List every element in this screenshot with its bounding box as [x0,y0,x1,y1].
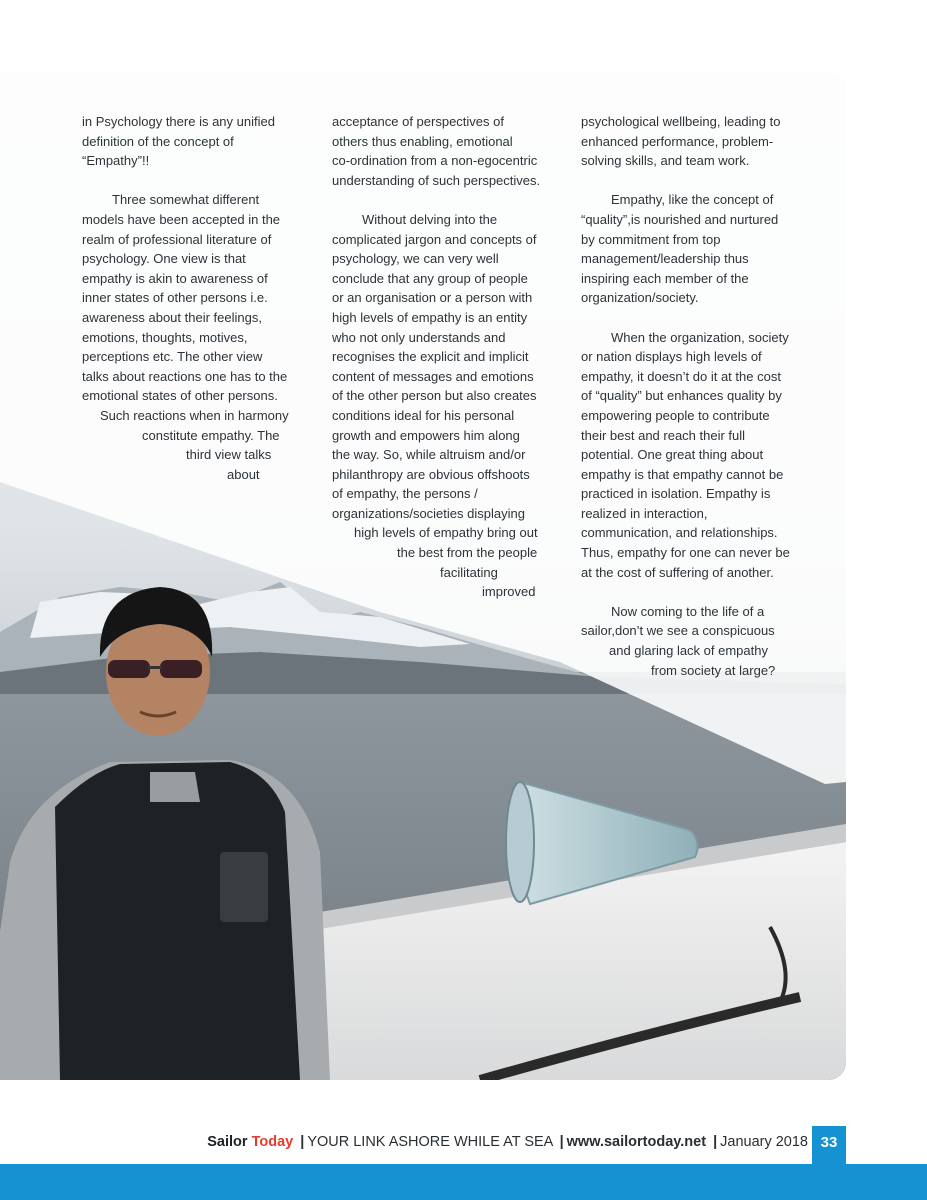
article-line: inspiring each member of the [581,270,749,286]
article-line: sailor,don’t we see a conspicuous [581,623,775,639]
article-paragraph [581,602,813,680]
article-line: third view talks [186,447,272,463]
article-line: content of messages and emotions [332,368,534,384]
article-paragraph [332,112,564,190]
article-column-3 [581,112,813,680]
article-line: the best from the people [397,545,538,561]
article-line: practiced in isolation. Empathy is [581,486,771,502]
article-line: realized in interaction, [581,505,708,521]
article-line: awareness about their feelings, [82,309,262,325]
article-line: or an organisation or a person with [332,290,533,306]
article-line: models have been accepted in the [82,211,281,227]
article-line: conditions ideal for his personal [332,407,515,423]
article-line: from society at large? [651,662,776,678]
article-line: growth and empowers him along [332,427,520,443]
article-line: Such reactions when in harmony [100,407,289,423]
article-line: who not only understands and [332,329,506,345]
issue-date: January 2018 [720,1134,808,1150]
article-column-2 [332,112,564,602]
article-line: of “quality” but enhances quality by [581,388,782,404]
article-line: enhanced performance, problem- [581,133,774,149]
article-column-1 [82,112,312,484]
article-line: in Psychology there is any unified [82,114,275,129]
footer-bar [0,1164,927,1200]
article-line: high levels of empathy is an entity [332,309,528,325]
article-line: philanthropy are obvious offshoots [332,466,530,482]
article-line: psychology. One view is that [82,251,246,267]
article-line: constitute empathy. The [142,427,280,443]
article-line: their best and reach their full [581,427,746,443]
article-line: at the cost of suffering of another. [581,564,774,580]
article-line: emotional states of other persons. [82,388,278,404]
article-line: When the organization, society [611,329,789,345]
article-line: Without delving into the [362,211,498,227]
footer [0,1134,808,1150]
article-line: psychology, we can very well [332,251,499,267]
article-line: organization/society. [581,290,699,306]
article-line: communication, and relationships. [581,525,778,541]
article-line: high levels of empathy bring out [354,525,538,541]
article-line: “Empathy”!! [82,153,150,169]
article-line: Empathy, like the concept of [611,192,774,208]
article-line: “quality”,is nourished and nurtured [581,211,779,227]
article-line: definition of the concept of [82,133,234,149]
footer-separator: | [300,1134,305,1150]
article-line: perceptions etc. The other view [82,349,263,365]
article-line: of empathy, the persons / [332,486,478,502]
article-paragraph [581,328,813,583]
article-line: or nation displays high levels of [581,349,762,365]
article-line: realm of professional literature of [82,231,272,247]
article-line: the way. So, while altruism and/or [332,447,526,463]
article-line: recognises the explicit and implicit [332,349,529,365]
article-paragraph [581,112,813,171]
article-line: Thus, empathy for one can never be [581,545,790,561]
article-line: organizations/societies displaying [332,505,525,521]
article-line: complicated jargon and concepts of [332,231,537,247]
article-line: acceptance of perspectives of [332,114,504,129]
article-paragraph [82,112,312,171]
article-line: inner states of other persons i.e. [82,290,268,306]
page-number: 33 [812,1126,846,1164]
article-line: psychological wellbeing, leading to [581,114,781,129]
article-line: co-ordination from a non-egocentric [332,153,538,169]
article-line: understanding of such perspectives. [332,172,541,188]
article-line: empathy is akin to awareness of [82,270,268,286]
article-line: by commitment from top [581,231,721,247]
article-line: others thus enabling, emotional [332,133,513,149]
article-line: empowering people to contribute [581,407,770,423]
article-line: and glaring lack of empathy [609,643,768,659]
article-paragraph [581,190,813,308]
article-line: of the other person but also creates [332,388,537,404]
article-line: about [227,466,260,482]
footer-separator: | [713,1134,718,1150]
footer-separator: | [559,1134,564,1150]
article-line: empathy, it doesn’t do it at the cost [581,368,781,384]
article-line: emotions, thoughts, motives, [82,329,248,345]
article-line: empathy is that empathy cannot be [581,466,784,482]
article-line: potential. One great thing about [581,447,764,463]
brand-sailor: Sailor [207,1134,248,1150]
article-paragraph [82,190,312,484]
article-line: Now coming to the life of a [611,603,765,619]
article-line: conclude that any group of people [332,270,528,286]
brand-today: Today [251,1134,294,1150]
article-line: talks about reactions one has to the [82,368,288,384]
article-line: solving skills, and team work. [581,153,750,169]
footer-url-link[interactable]: www.sailortoday.net [566,1134,707,1150]
article-line: facilitating [440,564,498,580]
article-line: improved [482,584,536,600]
article-line: management/leadership thus [581,251,749,267]
article-line: Three somewhat different [112,192,260,208]
footer-tagline: YOUR LINK ASHORE WHILE AT SEA [307,1134,553,1150]
article-paragraph [332,210,564,602]
